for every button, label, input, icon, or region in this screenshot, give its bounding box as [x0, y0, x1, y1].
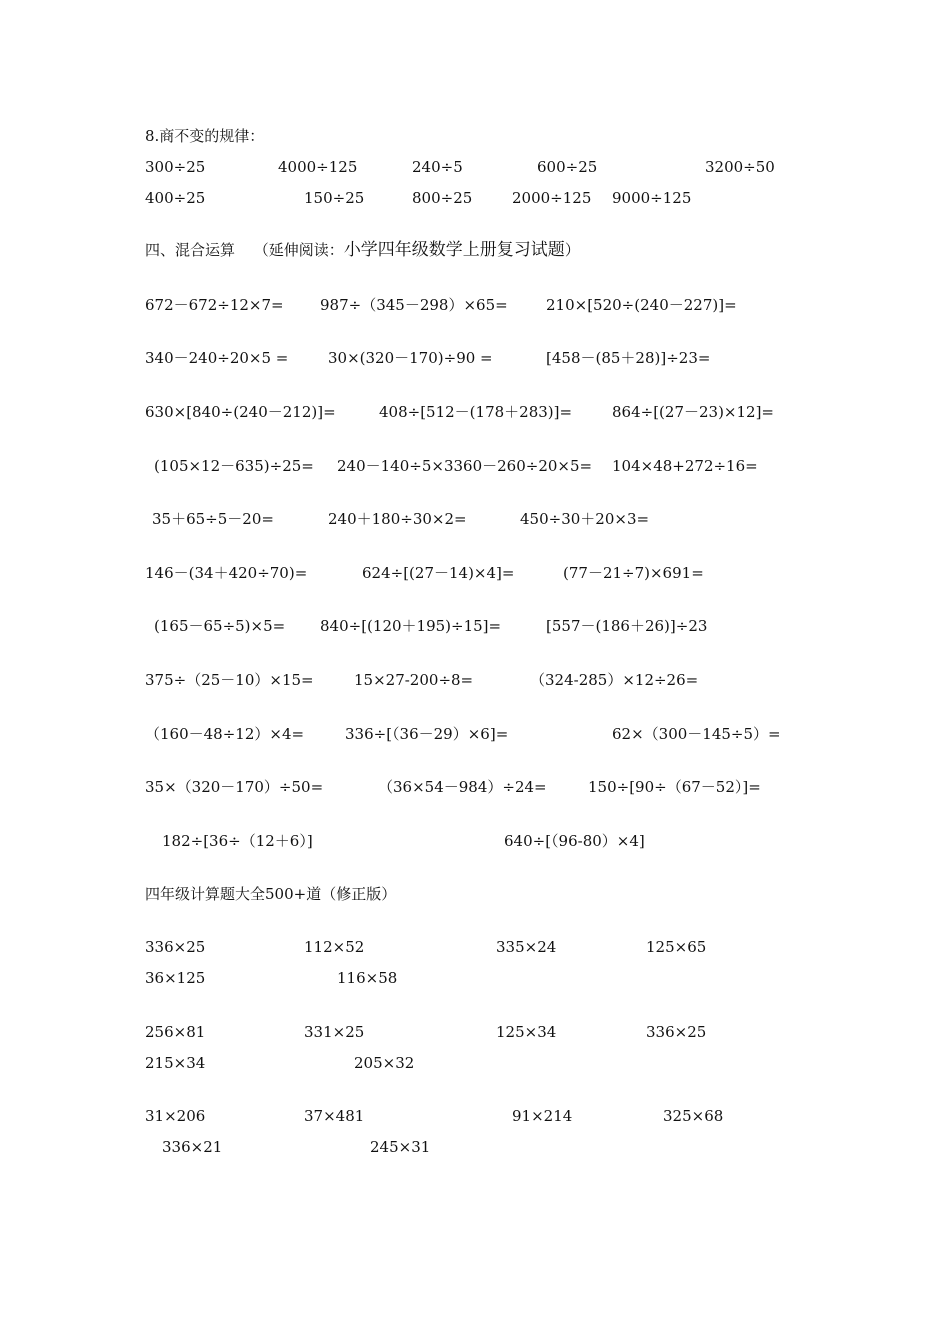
expression-item: (77－21÷7)×691=: [563, 564, 704, 582]
expression-item: [458－(85＋28)]÷23=: [546, 349, 711, 367]
expression-item: 35×（320－170）÷50=: [145, 778, 324, 796]
expression-item: 340－240÷20×5 =: [145, 349, 289, 367]
expression-item: 630×[840÷(240－212)]=: [145, 403, 336, 421]
expression-item: (165－65÷5)×5=: [154, 617, 286, 635]
multiplication-item: 37×481: [304, 1107, 365, 1125]
multiplication-item: 125×65: [646, 938, 707, 956]
expression-item: 146－(34＋420÷70)=: [145, 564, 308, 582]
extended-reading-suffix: ）: [564, 241, 580, 259]
extended-reading-prefix: （延伸阅读：: [253, 241, 344, 259]
expression-item: 240－140÷5×3360－260÷20×5=: [337, 457, 593, 475]
multiplication-item: 116×58: [337, 969, 398, 987]
multiplication-item: 331×25: [304, 1023, 365, 1041]
multiplication-item: 112×52: [304, 938, 365, 956]
multiplication-item: 336×25: [145, 938, 206, 956]
multiplication-item: 91×214: [512, 1107, 573, 1125]
expression-item: 672－672÷12×7=: [145, 296, 284, 314]
multiplication-item: 36×125: [145, 969, 206, 987]
quotient-item: 600÷25: [537, 158, 598, 176]
quotient-item: 400÷25: [145, 189, 206, 207]
expression-item: 840÷[(120＋195)÷15]=: [320, 617, 502, 635]
expression-item: 62×（300－145÷5）=: [612, 725, 781, 743]
quotient-item: 150÷25: [304, 189, 365, 207]
expression-item: 864÷[(27－23)×12]=: [612, 403, 775, 421]
section-4-heading: [145, 241, 580, 259]
expression-item: (105×12－635)÷25=: [154, 457, 314, 475]
expression-item: （160－48÷12）×4=: [145, 725, 305, 743]
expression-item: 104×48+272÷16=: [612, 457, 758, 475]
expression-item: 408÷[512－(178＋283)]=: [379, 403, 573, 421]
expression-item: [557－(186＋26)]÷23: [546, 617, 708, 635]
section-4-title: 四、混合运算: [145, 241, 236, 259]
expression-item: 450÷30＋20×3=: [520, 510, 650, 528]
quotient-item: 300÷25: [145, 158, 206, 176]
multiplication-item: 325×68: [663, 1107, 724, 1125]
expression-item: 375÷（25－10）×15=: [145, 671, 314, 689]
multiplication-item: 336×25: [646, 1023, 707, 1041]
section-8-title: 8.商不变的规律：: [145, 127, 265, 145]
multiplication-item: 125×34: [496, 1023, 557, 1041]
expression-item: 35＋65÷5－20=: [152, 510, 274, 528]
multiplication-item: 335×24: [496, 938, 557, 956]
expression-item: 624÷[(27－14)×4]=: [362, 564, 515, 582]
expression-item: 336÷[（36－29）×6]=: [345, 725, 509, 743]
quotient-item: 4000÷125: [278, 158, 358, 176]
expression-item: 150÷[90÷（67－52）]=: [588, 778, 761, 796]
quotient-item: 800÷25: [412, 189, 473, 207]
expression-item: 30×(320－170)÷90 =: [328, 349, 493, 367]
multiplication-item: 245×31: [370, 1138, 431, 1156]
calc-section-title: 四年级计算题大全500+道（修正版）: [145, 885, 397, 903]
expression-item: 182÷[36÷（12＋6）]: [162, 832, 313, 850]
expression-item: （324-285）×12÷26=: [530, 671, 699, 689]
quotient-item: 3200÷50: [705, 158, 775, 176]
multiplication-item: 205×32: [354, 1054, 415, 1072]
extended-reading-link[interactable]: 小学四年级数学上册复习试题: [343, 240, 565, 260]
multiplication-item: 215×34: [145, 1054, 206, 1072]
expression-item: 640÷[（96-80）×4]: [504, 832, 645, 850]
expression-item: 15×27-200÷8=: [354, 671, 474, 689]
quotient-item: 2000÷125: [512, 189, 592, 207]
quotient-item: 240÷5: [412, 158, 463, 176]
multiplication-item: 336×21: [162, 1138, 223, 1156]
expression-item: 987÷（345－298）×65=: [320, 296, 508, 314]
multiplication-item: 31×206: [145, 1107, 206, 1125]
quotient-item: 9000÷125: [612, 189, 692, 207]
expression-item: （36×54－984）÷24=: [378, 778, 547, 796]
multiplication-item: 256×81: [145, 1023, 206, 1041]
expression-item: 210×[520÷(240－227)]=: [546, 296, 737, 314]
expression-item: 240＋180÷30×2=: [328, 510, 467, 528]
